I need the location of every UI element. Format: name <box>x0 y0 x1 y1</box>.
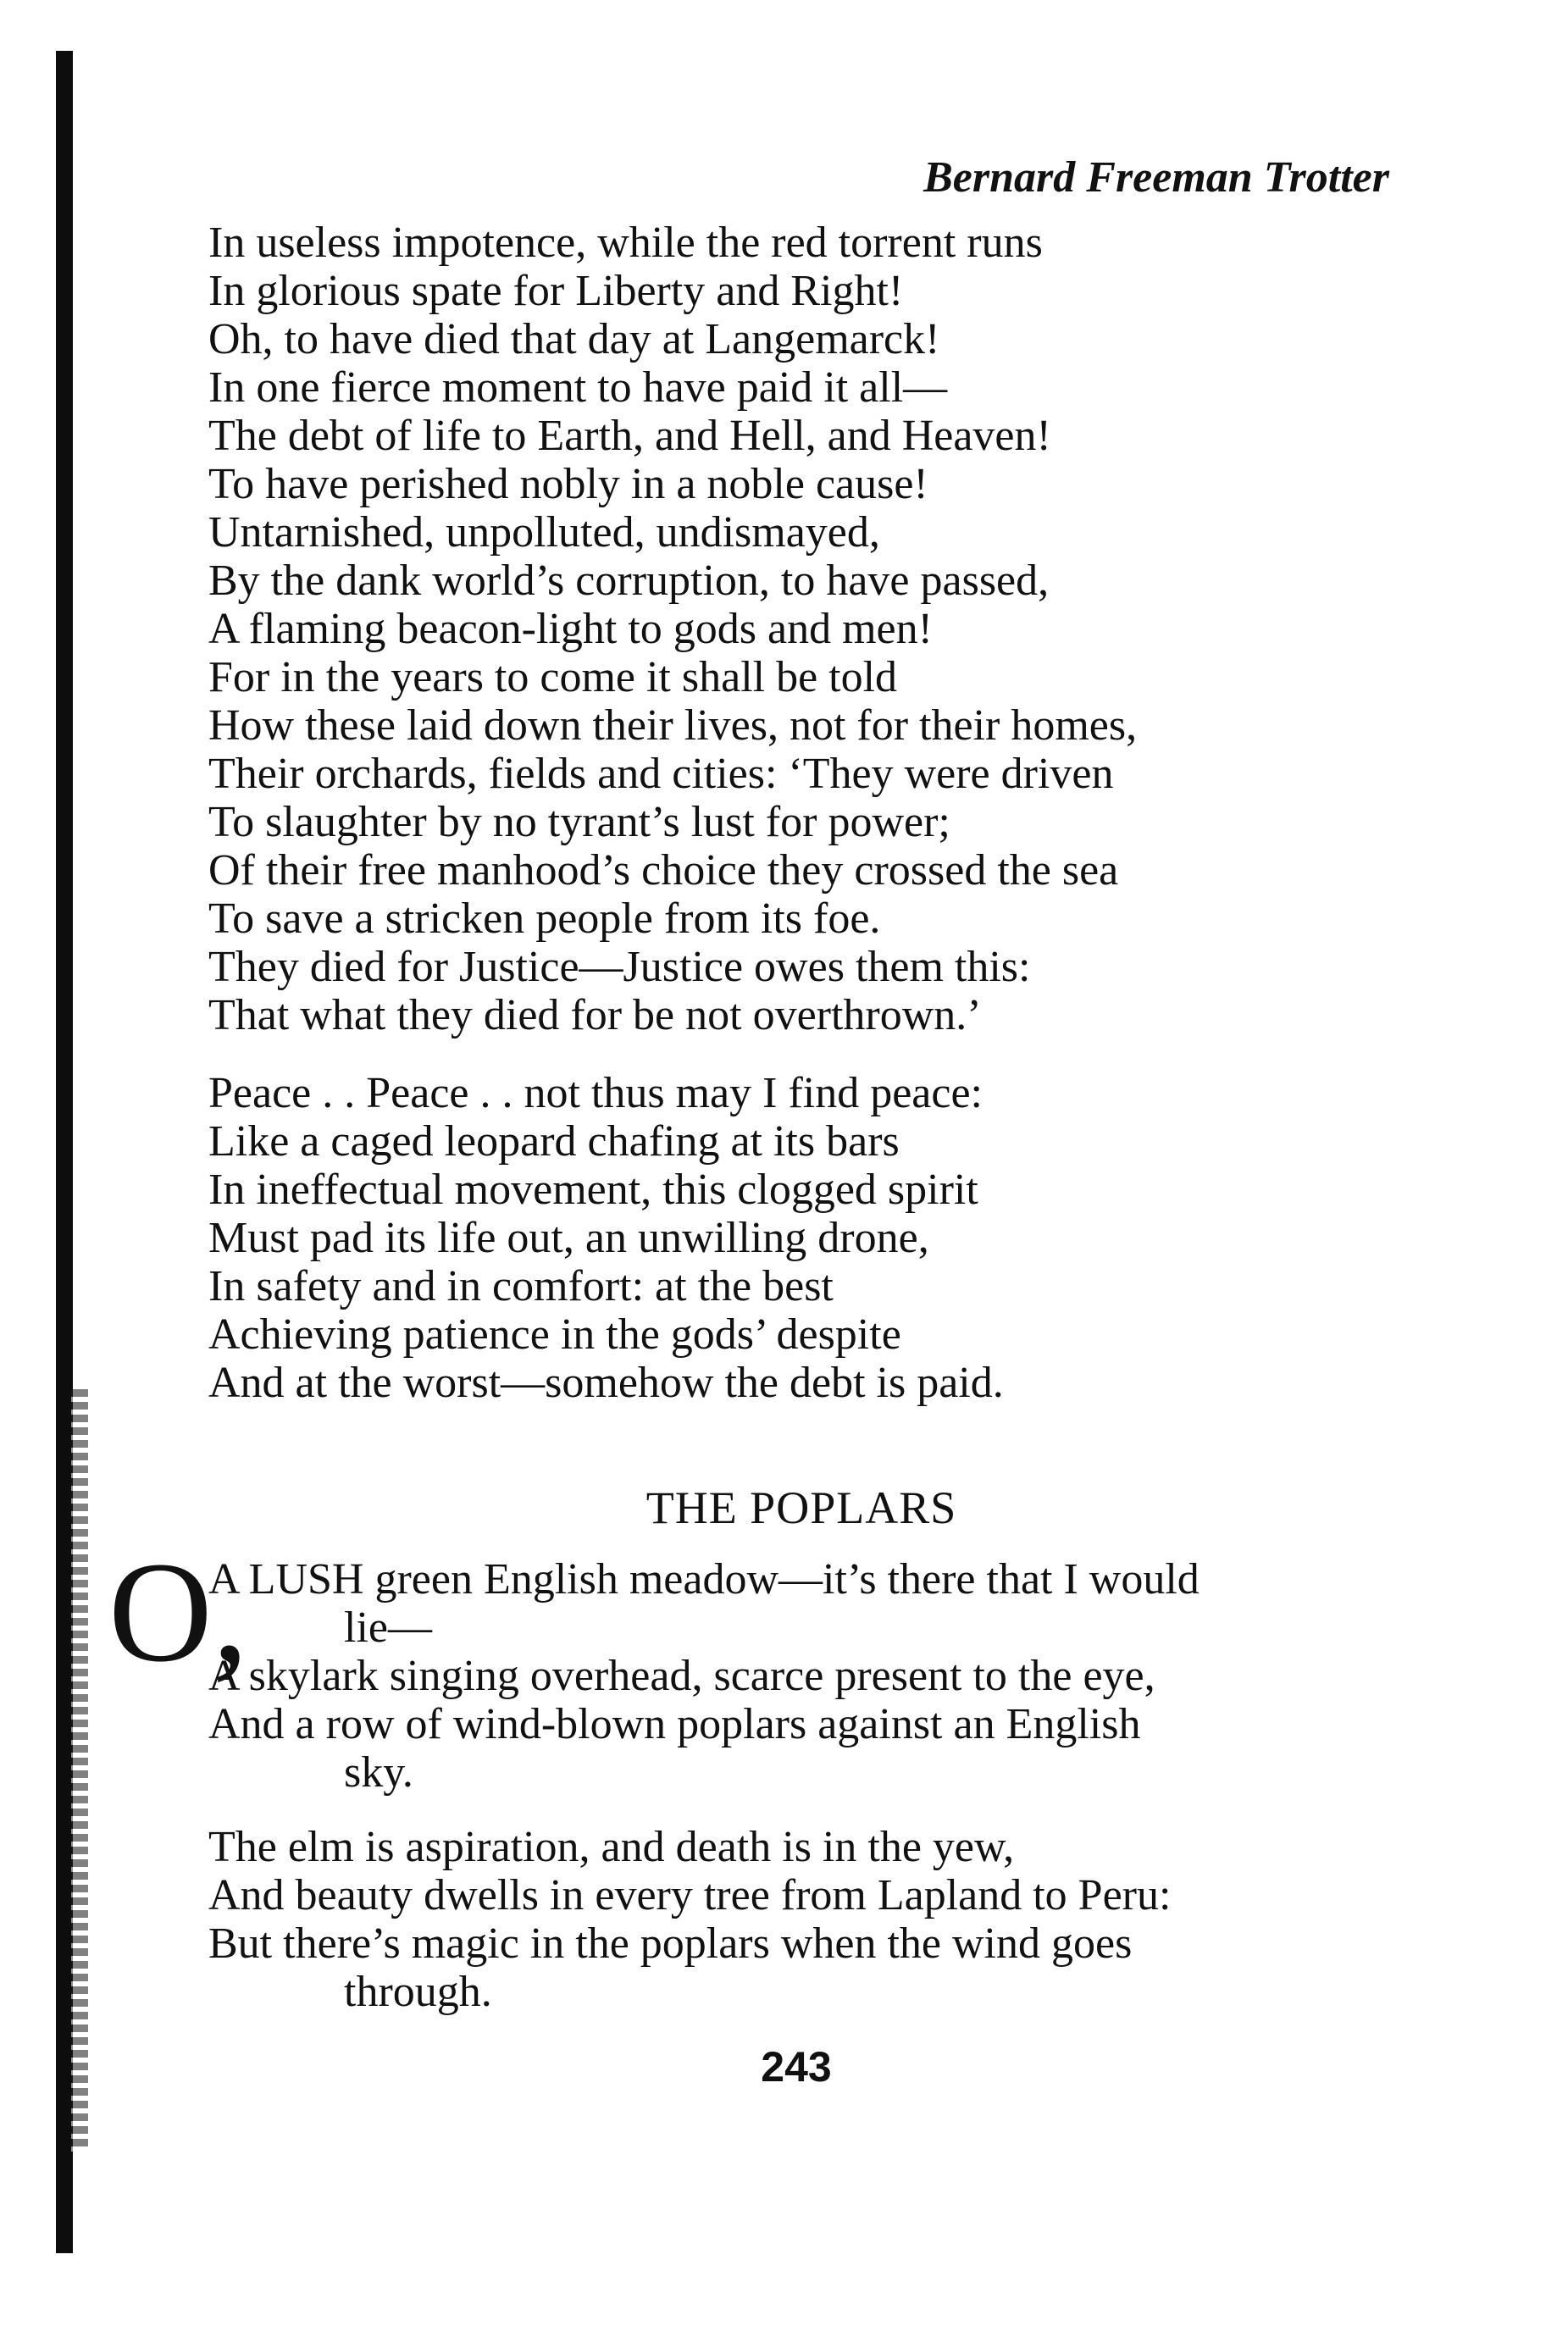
verse-line-continuation: sky. <box>344 1748 413 1797</box>
stanza-1 <box>208 219 1394 1039</box>
verse-line: By the dank world’s corruption, to have passed, <box>208 557 1050 605</box>
verse-line: Oh, to have died that day at Langemarck! <box>208 315 940 363</box>
verse-line: And a row of wind-blown poplars against an English <box>208 1700 1141 1748</box>
verse-line: In glorious spate for Liberty and Right! <box>208 267 904 315</box>
page-number: 243 <box>761 2043 832 2091</box>
verse-line: A skylark singing overhead, scarce present to the eye, <box>208 1652 1155 1700</box>
page-binding-edge <box>56 51 73 2253</box>
verse-line: To slaughter by no tyrant’s lust for power; <box>208 798 950 846</box>
verse-line: Peace . . Peace . . not thus may I find peace: <box>208 1069 983 1117</box>
verse-line: And beauty dwells in every tree from Lapland to Peru: <box>208 1871 1172 1919</box>
verse-line: To have perished nobly in a noble cause! <box>208 460 928 508</box>
verse-line-continuation: through. <box>344 1968 492 2016</box>
running-head-author: Bernard Freeman Trotter <box>923 153 1389 202</box>
verse-line: To save a stricken people from its foe. <box>208 895 881 943</box>
poplars-stanza-1 <box>208 1555 1394 1797</box>
verse-line: A LUSH green English meadow—it’s there that I would <box>208 1555 1200 1604</box>
verse-line-continuation: lie— <box>344 1604 432 1652</box>
verse-line: For in the years to come it shall be told <box>208 653 898 701</box>
verse-line: That what they died for be not overthrown.’ <box>208 991 982 1039</box>
verse-line: Their orchards, fields and cities: ‘They were driven <box>208 750 1114 798</box>
page-binding-shadow <box>71 1389 88 2152</box>
verse-line: In safety and in comfort: at the best <box>208 1262 834 1310</box>
verse-line: Like a caged leopard chafing at its bars <box>208 1117 900 1166</box>
verse-line: In useless impotence, while the red torrent runs <box>208 219 1043 267</box>
verse-line: In one fierce moment to have paid it all— <box>208 363 948 412</box>
poem-title: THE POPLARS <box>645 1482 957 1533</box>
verse-line: The elm is aspiration, and death is in the yew, <box>208 1823 1015 1871</box>
verse-line: How these laid down their lives, not for their homes, <box>208 701 1138 750</box>
verse-line: Must pad its life out, an unwilling drone, <box>208 1214 929 1262</box>
verse-line: They died for Justice—Justice owes them this: <box>208 943 1031 991</box>
verse-line: And at the worst—somehow the debt is paid. <box>208 1359 1004 1407</box>
verse-line: Untarnished, unpolluted, undismayed, <box>208 508 880 557</box>
stanza-2 <box>208 1069 1394 1407</box>
verse-line: Of their free manhood’s choice they crossed the sea <box>208 846 1119 895</box>
verse-line: The debt of life to Earth, and Hell, and Heaven! <box>208 412 1051 460</box>
verse-line: Achieving patience in the gods’ despite <box>208 1310 901 1359</box>
poplars-stanza-2 <box>208 1823 1394 2016</box>
drop-cap-initial: O, <box>108 1532 249 1692</box>
verse-line: In ineffectual movement, this clogged spirit <box>208 1166 978 1214</box>
verse-line: A flaming beacon-light to gods and men! <box>208 605 933 653</box>
verse-line: But there’s magic in the poplars when the wind goes <box>208 1919 1133 1968</box>
